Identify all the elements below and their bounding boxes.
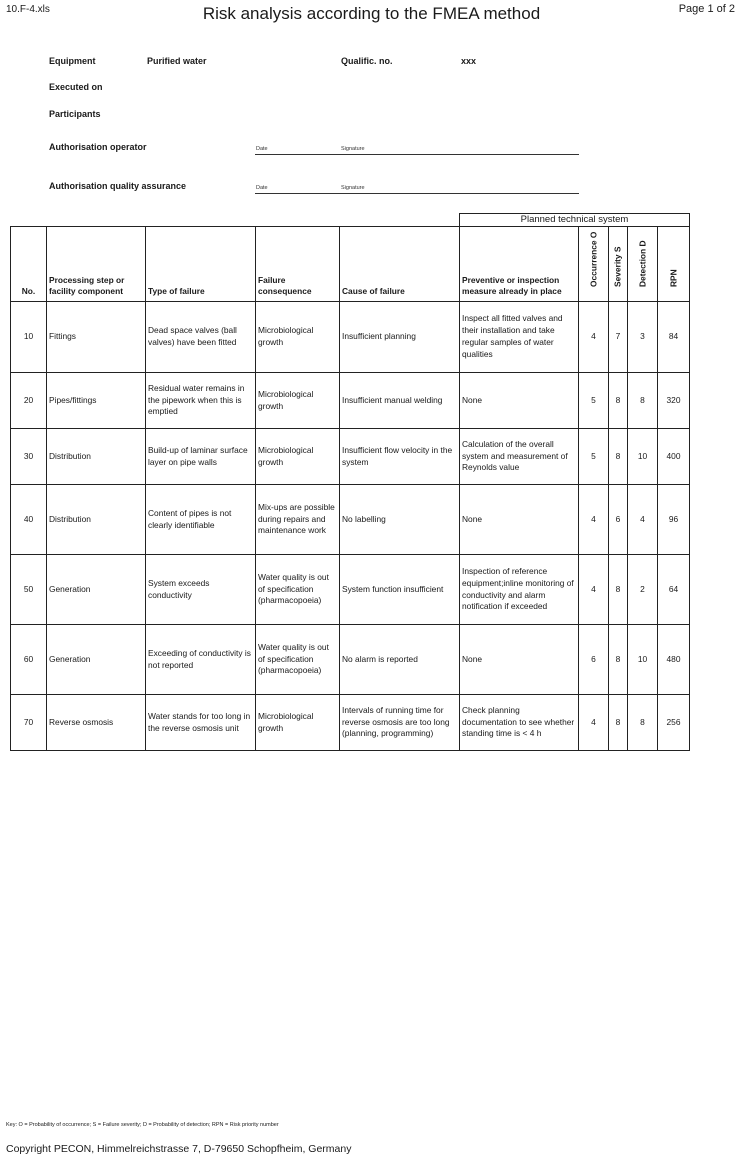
cell-step: Distribution — [47, 485, 146, 555]
cell-step: Reverse osmosis — [47, 695, 146, 751]
cell-no: 30 — [11, 429, 47, 485]
file-name: 10.F-4.xls — [6, 4, 50, 15]
equipment-value: Purified water — [147, 56, 207, 66]
cell-measure: Inspection of reference equipment;inline monitoring of conductivity and alarm notification if exceeded — [460, 555, 579, 625]
table-row — [11, 302, 690, 373]
cell-no: 10 — [11, 302, 47, 373]
cell-severity: 8 — [609, 555, 628, 625]
page-number: Page 1 of 2 — [678, 3, 735, 15]
cell-step: Pipes/fittings — [47, 373, 146, 429]
col-header-rpn — [658, 227, 690, 302]
copyright-footer: Copyright PECON, Himmelreichstrasse 7, D-79650 Schopfheim, Germany — [6, 1143, 352, 1155]
cell-measure: None — [460, 625, 579, 695]
cell-rpn: 320 — [658, 373, 690, 429]
cell-occurrence: 4 — [579, 695, 609, 751]
key-legend: Key: O = Probability of occurrence; S = Failure severity; D = Probability of detection; RPN = Risk priority number — [6, 1122, 279, 1128]
auth-operator-signature-line — [255, 154, 579, 155]
auth-operator-signature-label: Signature — [341, 146, 365, 152]
table-row — [11, 373, 690, 429]
cell-severity: 6 — [609, 485, 628, 555]
cell-occurrence: 5 — [579, 373, 609, 429]
cell-severity: 7 — [609, 302, 628, 373]
col-header-cause: Cause of failure — [340, 227, 460, 302]
cell-severity: 8 — [609, 625, 628, 695]
col-header-no: No. — [11, 227, 47, 302]
cell-cause: Intervals of running time for reverse osmosis are too long (planning, programming) — [340, 695, 460, 751]
col-header-severity-text: Severity S — [612, 246, 623, 287]
cell-no: 70 — [11, 695, 47, 751]
auth-operator-date-label: Date — [256, 146, 268, 152]
cell-detection: 10 — [628, 625, 658, 695]
cell-cause: Insufficient planning — [340, 302, 460, 373]
cell-cause: Insufficient flow velocity in the system — [340, 429, 460, 485]
cell-occurrence: 6 — [579, 625, 609, 695]
cell-rpn: 400 — [658, 429, 690, 485]
cell-no: 20 — [11, 373, 47, 429]
cell-measure: Calculation of the overall system and measurement of Reynolds value — [460, 429, 579, 485]
col-header-type: Type of failure — [146, 227, 256, 302]
cell-consequence: Microbiological growth — [256, 302, 340, 373]
cell-type: Dead space valves (ball valves) have been fitted — [146, 302, 256, 373]
cell-rpn: 64 — [658, 555, 690, 625]
cell-detection: 10 — [628, 429, 658, 485]
cell-consequence: Microbiological growth — [256, 373, 340, 429]
cell-consequence: Microbiological growth — [256, 429, 340, 485]
planned-system-header: Planned technical system — [459, 213, 690, 226]
col-header-detection — [628, 227, 658, 302]
cell-no: 60 — [11, 625, 47, 695]
cell-consequence: Mix-ups are possible during repairs and maintenance work — [256, 485, 340, 555]
col-header-rpn-text: RPN — [668, 269, 678, 287]
cell-consequence: Microbiological growth — [256, 695, 340, 751]
cell-rpn: 96 — [658, 485, 690, 555]
table-row — [11, 429, 690, 485]
qualific-value: xxx — [461, 56, 477, 66]
cell-detection: 4 — [628, 485, 658, 555]
cell-cause: Insufficient manual welding — [340, 373, 460, 429]
cell-step: Generation — [47, 555, 146, 625]
cell-rpn: 480 — [658, 625, 690, 695]
cell-cause: No alarm is reported — [340, 625, 460, 695]
auth-qa-label: Authorisation quality assurance — [49, 181, 187, 191]
cell-cause: System function insufficient — [340, 555, 460, 625]
cell-detection: 2 — [628, 555, 658, 625]
col-header-occurrence-text: Occurrence O — [588, 231, 598, 287]
col-header-consequence: Failure consequence — [256, 227, 340, 302]
auth-qa-signature-line — [255, 193, 579, 194]
cell-occurrence: 5 — [579, 429, 609, 485]
cell-type: Content of pipes is not clearly identifiable — [146, 485, 256, 555]
cell-measure: Inspect all fitted valves and their installation and take regular samples of water qualities — [460, 302, 579, 373]
cell-detection: 8 — [628, 695, 658, 751]
auth-qa-signature-label: Signature — [341, 185, 365, 191]
col-header-measure: Preventive or inspection measure already in place — [460, 227, 579, 302]
cell-measure: None — [460, 373, 579, 429]
cell-measure: Check planning documentation to see whether standing time is < 4 h — [460, 695, 579, 751]
cell-cause: No labelling — [340, 485, 460, 555]
fmea-table — [10, 226, 690, 751]
participants-label: Participants — [49, 109, 101, 119]
col-header-severity — [609, 227, 628, 302]
col-header-detection-text: Detection D — [637, 240, 647, 287]
cell-step: Fittings — [47, 302, 146, 373]
cell-occurrence: 4 — [579, 485, 609, 555]
auth-operator-label: Authorisation operator — [49, 142, 147, 152]
col-header-occurrence — [579, 227, 609, 302]
cell-detection: 3 — [628, 302, 658, 373]
cell-type: Residual water remains in the pipework when this is emptied — [146, 373, 256, 429]
cell-severity: 8 — [609, 695, 628, 751]
col-header-step: Processing step or facility component — [47, 227, 146, 302]
cell-no: 50 — [11, 555, 47, 625]
table-row — [11, 695, 690, 751]
cell-no: 40 — [11, 485, 47, 555]
cell-type: Exceeding of conductivity is not reported — [146, 625, 256, 695]
cell-type: Build-up of laminar surface layer on pipe walls — [146, 429, 256, 485]
equipment-label: Equipment — [49, 56, 96, 66]
cell-occurrence: 4 — [579, 302, 609, 373]
cell-consequence: Water quality is out of specification (pharmacopoeia) — [256, 625, 340, 695]
cell-measure: None — [460, 485, 579, 555]
table-row — [11, 625, 690, 695]
cell-severity: 8 — [609, 373, 628, 429]
cell-type: System exceeds conductivity — [146, 555, 256, 625]
cell-severity: 8 — [609, 429, 628, 485]
cell-rpn: 256 — [658, 695, 690, 751]
cell-type: Water stands for too long in the reverse osmosis unit — [146, 695, 256, 751]
page-title: Risk analysis according to the FMEA method — [202, 4, 541, 23]
cell-step: Distribution — [47, 429, 146, 485]
auth-qa-date-label: Date — [256, 185, 268, 191]
qualific-label: Qualific. no. — [341, 56, 393, 66]
table-row — [11, 555, 690, 625]
cell-step: Generation — [47, 625, 146, 695]
cell-rpn: 84 — [658, 302, 690, 373]
cell-occurrence: 4 — [579, 555, 609, 625]
table-header-row — [11, 227, 690, 302]
cell-detection: 8 — [628, 373, 658, 429]
cell-consequence: Water quality is out of specification (pharmacopoeia) — [256, 555, 340, 625]
table-row — [11, 485, 690, 555]
executed-on-label: Executed on — [49, 82, 103, 92]
